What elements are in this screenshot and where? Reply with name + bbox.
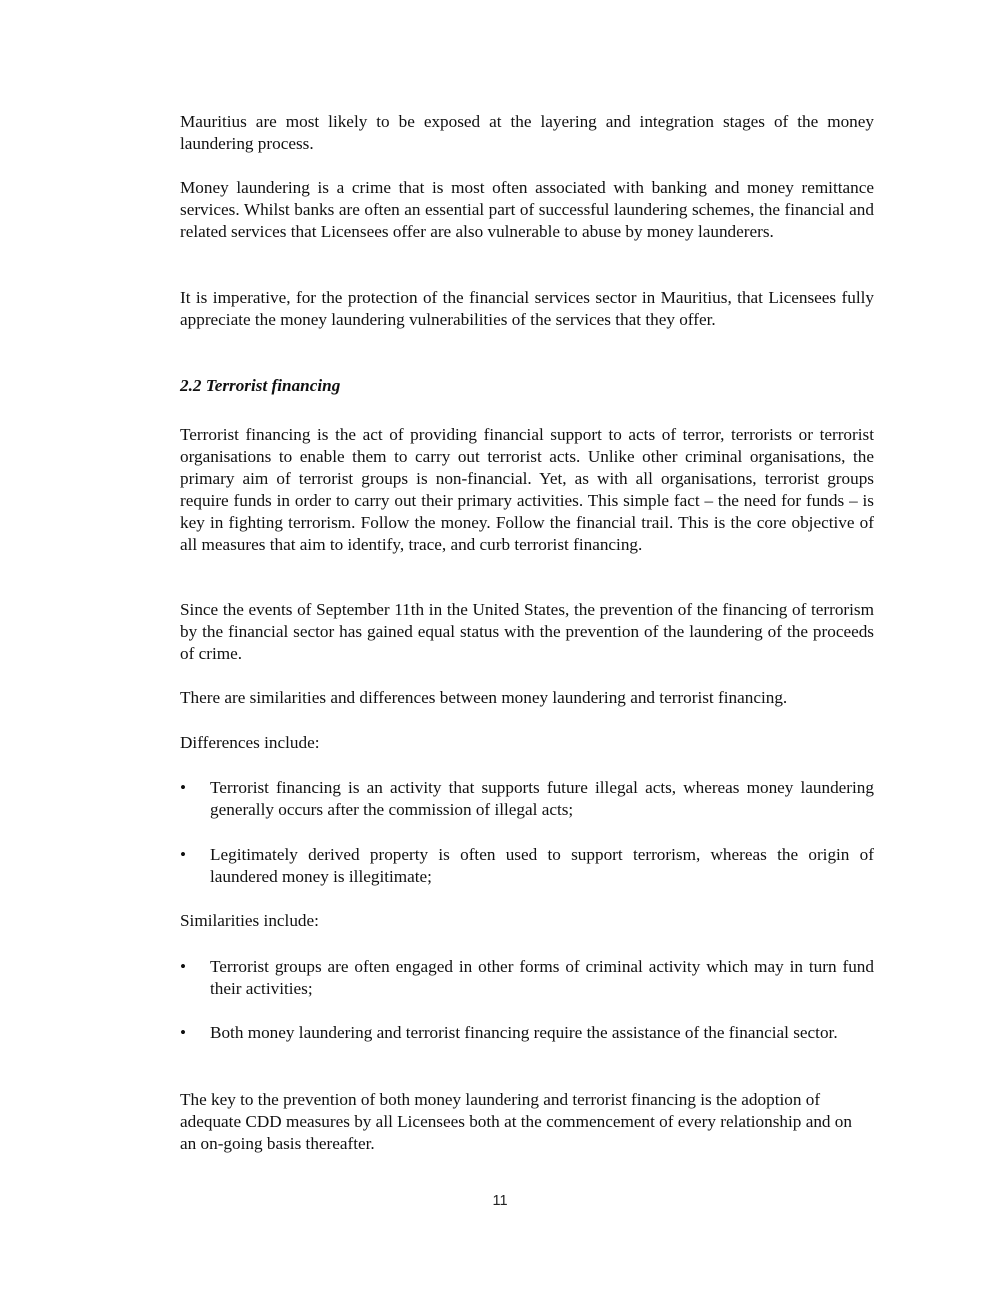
similarities-label: Similarities include:: [180, 911, 319, 930]
paragraph-similarities-differences: There are similarities and differences between money laundering and terrorist financing.: [180, 688, 788, 707]
differences-label: Differences include:: [180, 733, 320, 752]
list-item: [180, 844, 874, 888]
paragraph-imperative: It is imperative, for the protection of the financial services sector in Mauritius, that Licensees fully appreciate the money laundering vulnerabilities of the services that they offer.: [180, 288, 874, 329]
list-item: [180, 1022, 874, 1044]
paragraph-terrorist-financing: Terrorist financing is the act of providing financial support to acts of terror, terrorists or terrorist organisations to enable them to carry out terrorist acts. Unlike other criminal organisations, the primary aim of terrorist groups is non-financial. Yet, as with all organisations, terrorist groups require funds in order to carry out their primary activities. This simple fact – the need for funds – is key in fighting terrorism. Follow the money. Follow the financial trail. This is the core objective of all measures that aim to identify, trace, and curb terrorist financing.: [180, 425, 874, 554]
list-item-text: Both money laundering and terrorist financing require the assistance of the financial sector.: [210, 1023, 838, 1042]
section-heading: 2.2 Terrorist financing: [180, 376, 341, 395]
list-item: [180, 956, 874, 1000]
paragraph-key-prevention: The key to the prevention of both money laundering and terrorist financing is the adoption of adequate CDD measures by all Licensees both at the commencement of every relationship and on an on-going basis thereafter.: [180, 1090, 852, 1153]
bullet-icon: •: [180, 957, 187, 976]
list-item-text: Legitimately derived property is often used to support terrorism, whereas the origin of laundered money is illegitimate;: [210, 845, 874, 886]
bullet-icon: •: [180, 1023, 187, 1042]
page-number: 11: [492, 1193, 508, 1209]
list-item-text: Terrorist financing is an activity that supports future illegal acts, whereas money laundering generally occurs after the commission of illegal acts;: [210, 778, 874, 819]
paragraph-intro: Mauritius are most likely to be exposed at the layering and integration stages of the money laundering process.: [180, 112, 874, 153]
bullet-icon: •: [180, 778, 187, 797]
paragraph-money-laundering: Money laundering is a crime that is most often associated with banking and money remittance services. Whilst banks are often an essential part of successful laundering schemes, the financial and related services that Licensees offer are also vulnerable to abuse by money launderers.: [180, 178, 874, 241]
list-item: [180, 777, 874, 821]
paragraph-september-11: Since the events of September 11th in the United States, the prevention of the financing of terrorism by the financial sector has gained equal status with the prevention of the laundering of the proceeds of crime.: [180, 600, 874, 663]
list-item-text: Terrorist groups are often engaged in other forms of criminal activity which may in turn fund their activities;: [210, 957, 874, 998]
bullet-icon: •: [180, 845, 187, 864]
